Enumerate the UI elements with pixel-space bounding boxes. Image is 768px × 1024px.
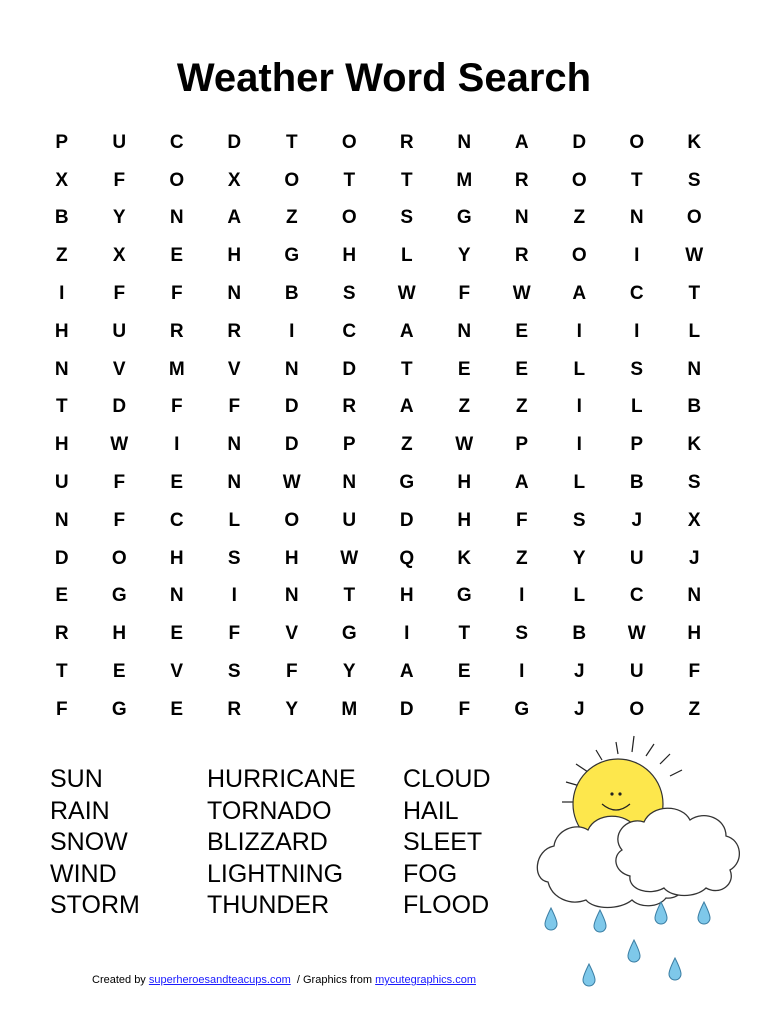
grid-cell: I	[519, 661, 525, 683]
grid-cell: E	[515, 358, 529, 380]
grid-cell: L	[573, 585, 586, 607]
grid-cell: D	[399, 509, 414, 531]
grid-cell: H	[284, 547, 299, 569]
grid-cell: T	[343, 585, 356, 607]
grid-cell: O	[284, 169, 300, 191]
grid-cell: O	[686, 207, 702, 229]
grid-cell: C	[342, 320, 357, 342]
grid-cell: I	[231, 585, 237, 607]
weather-illustration	[530, 732, 760, 994]
grid-cell: H	[112, 623, 127, 645]
grid-cell: D	[284, 396, 299, 418]
grid-cell: N	[169, 207, 184, 229]
grid-cell: O	[169, 169, 185, 191]
grid-row	[33, 464, 723, 502]
grid-cell: N	[342, 472, 357, 494]
grid-cell: F	[170, 283, 183, 305]
grid-cell: N	[457, 320, 472, 342]
grid-row	[33, 426, 723, 464]
credits-link-superheroes[interactable]: superheroesandteacups.com	[148, 974, 291, 986]
grid-cell: H	[457, 472, 472, 494]
grid-cell: D	[284, 434, 299, 456]
grid-cell: R	[54, 623, 69, 645]
grid-cell: I	[634, 320, 640, 342]
grid-cell: Z	[400, 434, 413, 456]
grid-cell: E	[170, 245, 184, 267]
credits-line	[92, 974, 476, 986]
grid-row	[33, 313, 723, 351]
grid-cell: H	[457, 509, 472, 531]
grid-cell: K	[457, 547, 472, 569]
grid-cell: S	[572, 509, 586, 531]
grid-cell: N	[629, 207, 644, 229]
word-list-column-2	[207, 764, 356, 922]
grid-cell: R	[514, 169, 529, 191]
grid-cell: F	[55, 698, 68, 720]
grid-row	[33, 351, 723, 389]
grid-cell: L	[400, 245, 413, 267]
word-list-item: BLIZZARD	[207, 828, 328, 856]
grid-cell: M	[168, 358, 185, 380]
grid-cell: H	[169, 547, 184, 569]
word-list-item: HAIL	[403, 796, 459, 825]
grid-cell: U	[629, 661, 644, 683]
grid-cell: D	[54, 547, 69, 569]
grid-cell: O	[341, 207, 357, 229]
grid-cell: R	[227, 320, 242, 342]
grid-cell: Z	[55, 245, 68, 267]
word-list-item: LIGHTNING	[207, 859, 344, 888]
grid-cell: F	[170, 396, 183, 418]
grid-cell: Z	[285, 207, 298, 229]
word-list-column-1	[50, 764, 140, 922]
word-list-item: FLOOD	[403, 891, 490, 919]
grid-cell: H	[687, 623, 702, 645]
grid-cell: B	[284, 283, 299, 305]
grid-cell: Z	[458, 396, 471, 418]
grid-row	[33, 389, 723, 427]
grid-cell: Y	[457, 245, 471, 267]
grid-cell: T	[55, 661, 68, 683]
grid-cell: S	[687, 472, 701, 494]
grid-cell: O	[571, 245, 587, 267]
grid-cell: I	[174, 434, 180, 456]
grid-cell: X	[687, 509, 701, 531]
grid-row	[33, 540, 723, 578]
grid-row	[33, 162, 723, 200]
grid-cell: T	[55, 396, 68, 418]
grid-cell: H	[54, 320, 69, 342]
word-list-column-3	[403, 764, 491, 922]
grid-cell: W	[282, 472, 301, 494]
grid-cell: B	[54, 207, 69, 229]
grid-cell: B	[572, 623, 587, 645]
grid-cell: S	[342, 283, 356, 305]
grid-cell: P	[342, 434, 356, 456]
grid-cell: A	[514, 472, 529, 494]
word-list-item: SUN	[50, 765, 103, 793]
grid-cell: F	[228, 396, 241, 418]
grid-cell: D	[227, 131, 242, 153]
grid-cell: E	[170, 472, 184, 494]
grid-cell: N	[169, 585, 184, 607]
grid-row	[33, 237, 723, 275]
grid-cell: K	[687, 434, 702, 456]
grid-cell: M	[456, 169, 473, 191]
grid-cell: D	[572, 131, 587, 153]
grid-cell: I	[634, 245, 640, 267]
grid-cell: C	[629, 585, 644, 607]
grid-cell: S	[630, 358, 644, 380]
grid-cell: S	[227, 547, 241, 569]
grid-cell: V	[170, 661, 184, 683]
grid-cell: Z	[573, 207, 586, 229]
grid-cell: T	[343, 169, 356, 191]
grid-cell: F	[113, 472, 126, 494]
grid-cell: T	[458, 623, 471, 645]
grid-cell: E	[112, 661, 126, 683]
grid-cell: N	[54, 509, 69, 531]
grid-cell: H	[227, 245, 242, 267]
grid-row	[33, 200, 723, 238]
grid-cell: W	[110, 434, 129, 456]
grid-cell: A	[399, 661, 414, 683]
grid-cell: A	[227, 207, 242, 229]
grid-cell: N	[284, 585, 299, 607]
grid-cell: W	[340, 547, 359, 569]
grid-cell: I	[576, 396, 582, 418]
grid-cell: D	[342, 358, 357, 380]
grid-cell: R	[399, 131, 414, 153]
grid-cell: J	[573, 698, 585, 720]
grid-cell: G	[514, 698, 530, 720]
grid-row	[33, 502, 723, 540]
word-list-item: THUNDER	[207, 891, 330, 919]
grid-cell: G	[111, 585, 127, 607]
grid-cell: V	[227, 358, 241, 380]
grid-cell: Z	[515, 396, 528, 418]
grid-cell: C	[169, 509, 184, 531]
grid-cell: N	[687, 358, 702, 380]
grid-row	[33, 653, 723, 691]
grid-cell: R	[227, 698, 242, 720]
grid-cell: Y	[112, 207, 126, 229]
grid-cell: F	[113, 169, 126, 191]
grid-cell: R	[169, 320, 184, 342]
grid-cell: N	[227, 434, 242, 456]
grid-cell: X	[227, 169, 241, 191]
grid-cell: F	[113, 509, 126, 531]
grid-cell: L	[228, 509, 241, 531]
grid-cell: W	[685, 245, 704, 267]
credits-link-mycutegraphics[interactable]: mycutegraphics.com	[375, 974, 476, 986]
grid-cell: A	[514, 131, 529, 153]
grid-cell: A	[399, 320, 414, 342]
grid-cell: W	[455, 434, 474, 456]
word-list-item: CLOUD	[403, 765, 491, 793]
grid-cell: U	[54, 472, 69, 494]
grid-row	[33, 615, 723, 653]
raindrops-icon	[545, 902, 710, 986]
grid-cell: I	[576, 320, 582, 342]
grid-cell: T	[400, 169, 413, 191]
grid-cell: D	[112, 396, 127, 418]
letter-grid	[33, 124, 723, 729]
grid-cell: N	[227, 283, 242, 305]
grid-cell: N	[284, 358, 299, 380]
grid-row	[33, 275, 723, 313]
grid-cell: S	[515, 623, 529, 645]
grid-cell: K	[687, 131, 702, 153]
grid-cell: U	[342, 509, 357, 531]
grid-cell: E	[170, 623, 184, 645]
word-list-item: WIND	[50, 859, 117, 888]
word-list-item: RAIN	[50, 796, 110, 825]
page-title: Weather Word Search	[176, 56, 592, 100]
grid-cell: X	[112, 245, 126, 267]
grid-cell: Q	[399, 547, 415, 569]
grid-cell: I	[576, 434, 582, 456]
grid-cell: T	[285, 131, 298, 153]
grid-cell: N	[54, 358, 69, 380]
grid-cell: Y	[572, 547, 586, 569]
grid-cell: T	[630, 169, 643, 191]
grid-cell: G	[399, 472, 415, 494]
grid-cell: A	[399, 396, 414, 418]
grid-cell: U	[112, 131, 127, 153]
grid-cell: E	[170, 698, 184, 720]
grid-cell: F	[285, 661, 298, 683]
word-list-item: HURRICANE	[207, 765, 356, 793]
grid-cell: R	[342, 396, 357, 418]
grid-cell: O	[341, 131, 357, 153]
grid-cell: V	[285, 623, 299, 645]
grid-cell: A	[572, 283, 587, 305]
grid-cell: N	[227, 472, 242, 494]
grid-cell: T	[400, 358, 413, 380]
grid-cell: O	[629, 131, 645, 153]
grid-cell: B	[629, 472, 644, 494]
grid-cell: G	[284, 245, 300, 267]
grid-cell: T	[688, 283, 701, 305]
grid-cell: N	[514, 207, 529, 229]
grid-cell: N	[457, 131, 472, 153]
grid-cell: F	[458, 283, 471, 305]
grid-cell: S	[227, 661, 241, 683]
grid-cell: F	[688, 661, 701, 683]
grid-cell: O	[571, 169, 587, 191]
grid-cell: Z	[515, 547, 528, 569]
grid-cell: S	[400, 207, 414, 229]
word-list-item: SNOW	[50, 828, 128, 856]
credits-middle: / Graphics from	[296, 974, 373, 986]
grid-cell: F	[515, 509, 528, 531]
word-list-item: FOG	[403, 859, 458, 888]
word-list-item: STORM	[50, 891, 140, 919]
grid-cell: H	[399, 585, 414, 607]
grid-cell: P	[55, 131, 69, 153]
grid-cell: I	[289, 320, 295, 342]
grid-cell: L	[630, 396, 643, 418]
grid-row	[33, 578, 723, 616]
grid-cell: F	[228, 623, 241, 645]
grid-cell: U	[629, 547, 644, 569]
word-list-item: TORNADO	[207, 796, 332, 825]
grid-cell: R	[514, 245, 529, 267]
word-list-item: SLEET	[403, 828, 483, 856]
grid-cell: J	[688, 547, 700, 569]
grid-cell: P	[515, 434, 529, 456]
grid-cell: L	[573, 472, 586, 494]
grid-cell: I	[404, 623, 410, 645]
grid-cell: G	[456, 207, 472, 229]
grid-cell: G	[456, 585, 472, 607]
grid-cell: V	[112, 358, 126, 380]
grid-cell: I	[519, 585, 525, 607]
grid-cell: U	[112, 320, 127, 342]
grid-cell: X	[55, 169, 69, 191]
grid-cell: W	[512, 283, 531, 305]
grid-cell: D	[399, 698, 414, 720]
grid-cell: E	[457, 661, 471, 683]
grid-row	[33, 124, 723, 162]
grid-cell: H	[54, 434, 69, 456]
grid-cell: C	[169, 131, 184, 153]
grid-cell: Y	[285, 698, 299, 720]
grid-cell: E	[515, 320, 529, 342]
grid-cell: N	[687, 585, 702, 607]
grid-cell: W	[627, 623, 646, 645]
grid-cell: G	[341, 623, 357, 645]
grid-cell: C	[629, 283, 644, 305]
grid-cell: M	[341, 698, 358, 720]
grid-cell: O	[284, 509, 300, 531]
grid-cell: B	[687, 396, 702, 418]
grid-cell: I	[59, 283, 65, 305]
grid-cell: H	[342, 245, 357, 267]
grid-cell: E	[55, 585, 69, 607]
grid-cell: O	[111, 547, 127, 569]
grid-cell: E	[457, 358, 471, 380]
grid-cell: L	[688, 320, 701, 342]
credits-prefix: Created by	[92, 974, 146, 986]
grid-cell: G	[111, 698, 127, 720]
grid-cell: L	[573, 358, 586, 380]
grid-cell: W	[397, 283, 416, 305]
grid-cell: J	[573, 661, 585, 683]
grid-row	[33, 691, 723, 729]
grid-cell: O	[629, 698, 645, 720]
grid-cell: F	[113, 283, 126, 305]
grid-cell: Y	[342, 661, 356, 683]
grid-cell: J	[631, 509, 643, 531]
grid-cell: S	[687, 169, 701, 191]
cloud-icon	[616, 808, 739, 895]
grid-cell: P	[630, 434, 644, 456]
grid-cell: F	[458, 698, 471, 720]
grid-cell: Z	[688, 698, 701, 720]
